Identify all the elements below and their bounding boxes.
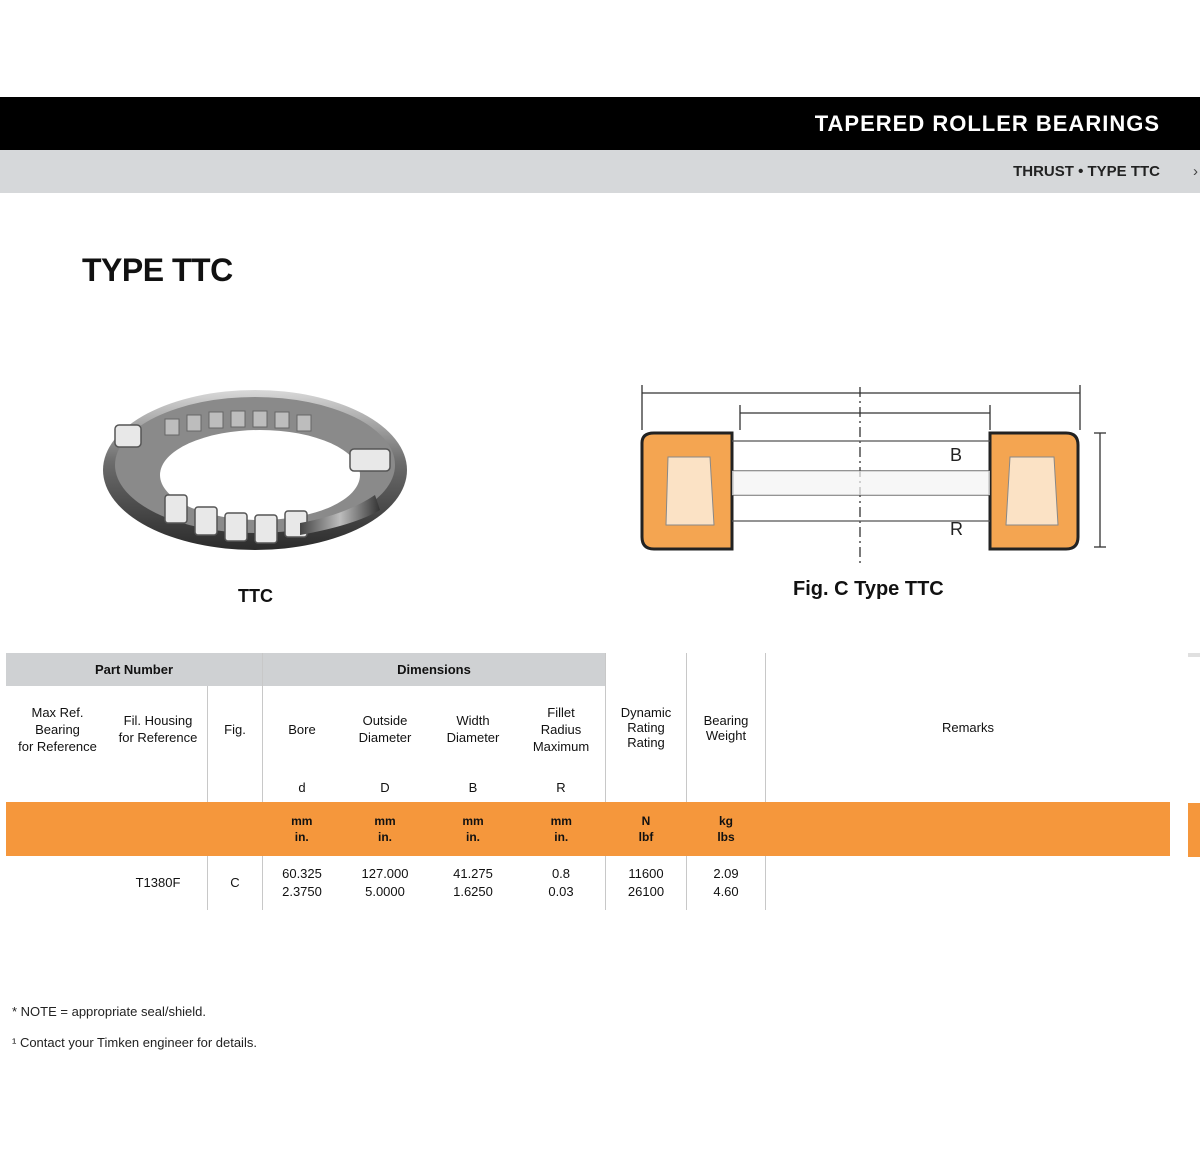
sub-header-bar (0, 150, 1200, 193)
unit-bore: mm in. (263, 802, 342, 856)
section-title: TYPE TTC (82, 252, 233, 288)
table-row (6, 856, 1170, 910)
cell-weight: 2.09 4.60 (687, 856, 766, 910)
header-bore: Bore (263, 686, 342, 772)
cell-dynamic: 11600 26100 (606, 856, 687, 910)
unit-weight: kg lbs (687, 802, 766, 856)
photo-caption: TTC (238, 586, 273, 606)
group-dimensions: Dimensions (263, 653, 606, 686)
cell-part-number: T1380F (135, 875, 181, 890)
header-outside-diameter: Outside Diameter (358, 713, 412, 745)
cell-width: 41.275 1.6250 (453, 866, 493, 899)
units-row (6, 802, 1170, 856)
drawing-label-outer: B (950, 445, 963, 465)
cell-remarks (766, 856, 1171, 910)
cell-bore: 60.325 2.3750 (263, 856, 342, 910)
cross-section-drawing (610, 375, 1120, 575)
unit-dynamic: N lbf (606, 802, 687, 856)
footnote-1: * NOTE = appropriate seal/shield. (12, 1004, 207, 1019)
header-col1: Max Ref. Bearing for Reference (18, 704, 97, 754)
header-remarks: Remarks (766, 653, 1171, 802)
header-title: TAPERED ROLLER BEARINGS (814, 111, 1160, 136)
unit-outside: mm in. (341, 802, 429, 856)
header-dynamic-rating: Dynamic Rating Rating (606, 653, 687, 802)
header-fig: Fig. (208, 686, 263, 772)
table-edge-line (1188, 653, 1200, 657)
spec-table (6, 653, 1170, 910)
header-bar (0, 97, 1200, 150)
unit-fillet: mm in. (517, 802, 606, 856)
unit-width: mm in. (429, 802, 517, 856)
page-mark: › (1193, 163, 1198, 180)
cell-col1 (6, 856, 109, 910)
group-part-number: Part Number (6, 653, 263, 686)
header-col2: Fil. Housing for Reference (118, 713, 198, 745)
cell-outside: 127.000 5.0000 (361, 866, 409, 899)
drawing-label-inner: R (950, 519, 963, 539)
table-edge-strip (1188, 803, 1200, 857)
footnote-2: ¹ Contact your Timken engineer for details. (12, 1035, 257, 1050)
symbol-outside: D (380, 779, 390, 795)
header-fillet-radius: Fillet Radius Maximum (532, 704, 590, 754)
header-bearing-weight: Bearing Weight (687, 653, 766, 802)
bearing-photo-icon (95, 375, 415, 575)
symbol-fillet: R (556, 779, 566, 795)
header-width: Width Diameter (446, 713, 500, 745)
header-subtitle: THRUST • TYPE TTC (1013, 163, 1160, 180)
cell-fillet: 0.8 0.03 (548, 866, 574, 899)
symbol-bore: d (263, 772, 342, 802)
symbol-width: B (468, 779, 478, 795)
drawing-caption: Fig. C Type TTC (793, 578, 944, 600)
cell-fig: C (208, 856, 263, 910)
